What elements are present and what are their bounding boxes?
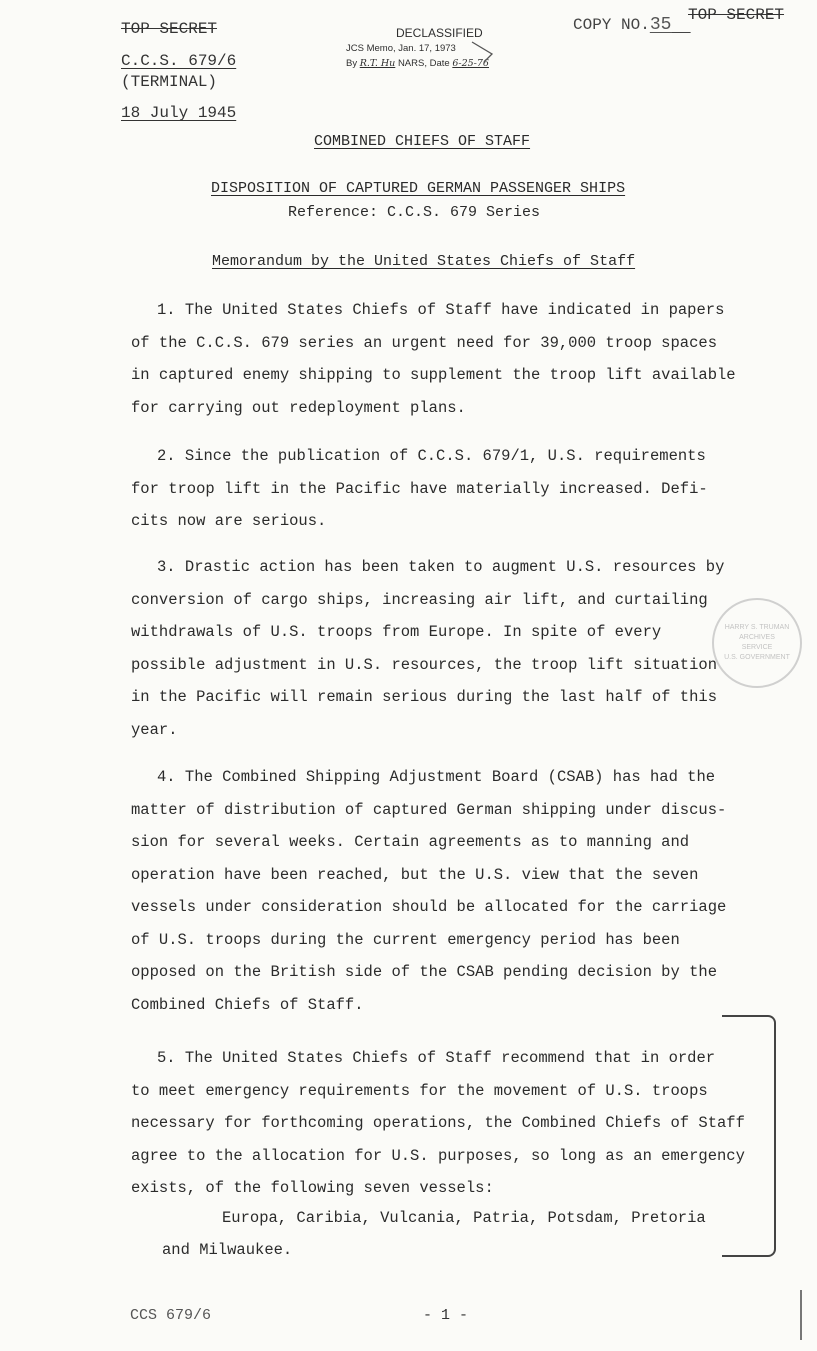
paragraph-5 xyxy=(131,1042,771,1205)
memo-by-heading: Memorandum by the United States Chiefs of Staff xyxy=(212,253,636,270)
paragraph-line: to meet emergency requirements for the movement of U.S. troops xyxy=(131,1081,708,1100)
seal-line: ARCHIVES xyxy=(739,634,775,641)
seal-line: HARRY S. TRUMAN xyxy=(724,624,790,631)
declass-date: 6-25-76 xyxy=(452,58,489,69)
archives-seal xyxy=(712,598,802,688)
classification-top-right: TOP SECRET xyxy=(688,6,785,24)
paragraph-line: 4. The Combined Shipping Adjustment Board (CSAB) has had the xyxy=(157,768,716,786)
paragraph-line: 2. Since the publication of C.C.S. 679/1, U.S. requirements xyxy=(157,447,706,465)
paragraph-line: exists, of the following seven vessels: xyxy=(131,1179,494,1197)
doc-number: C.C.S. 679/6 xyxy=(121,52,237,70)
paragraph-line: Combined Chiefs of Staff. xyxy=(131,995,364,1014)
classification-top-left: TOP SECRET xyxy=(121,20,218,38)
seal-line: U.S. GOVERNMENT xyxy=(724,654,790,661)
seal-line: SERVICE xyxy=(741,644,773,651)
declass-title: DECLASSIFIED xyxy=(396,26,483,40)
subject-heading: DISPOSITION OF CAPTURED GERMAN PASSENGER SHIPS xyxy=(211,180,626,197)
paragraph-line: opposed on the British side of the CSAB pending decision by the xyxy=(131,963,717,981)
paragraph-line: in captured enemy shipping to supplement the troop lift available xyxy=(131,366,736,384)
copy-label: COPY NO. xyxy=(573,16,650,34)
paragraph-line: 5. The United States Chiefs of Staff recommend that in order xyxy=(157,1049,716,1067)
paragraph-line: conversion of cargo ships, increasing air lift, and curtailing xyxy=(131,590,708,609)
paragraph-line: for troop lift in the Pacific have materially increased. Defi- xyxy=(131,479,708,498)
declass-by-signature: R.T. Hu xyxy=(359,58,396,69)
paragraph-line: matter of distribution of captured German shipping under discus- xyxy=(131,800,727,819)
doc-date: 18 July 1945 xyxy=(121,104,237,122)
paragraph-line: vessels under consideration should be allocated for the carriage xyxy=(131,898,727,916)
paragraph-line: sion for several weeks. Certain agreements as to manning and xyxy=(131,833,690,851)
paragraph-line: in the Pacific will remain serious during the last half of this xyxy=(131,688,717,706)
paragraph-line: necessary for forthcoming operations, the Combined Chiefs of Staff xyxy=(131,1114,745,1132)
page-edge-mark xyxy=(800,1290,802,1340)
declass-nars-label: NARS, Date xyxy=(397,58,450,69)
paragraph-2 xyxy=(131,440,771,538)
paragraph-line: agree to the allocation for U.S. purposes, so long as an emergency xyxy=(131,1146,745,1165)
paragraph-line: year. xyxy=(131,720,178,739)
declass-by-label: By xyxy=(346,58,358,69)
agency-heading: COMBINED CHIEFS OF STAFF xyxy=(314,133,531,150)
terminal-label: (TERMINAL) xyxy=(121,73,218,91)
footer-doc-ref: CCS 679/6 xyxy=(130,1307,212,1324)
vessel-list-line-1: Europa, Caribia, Vulcania, Patria, Potsdam, Pretoria xyxy=(222,1209,706,1227)
paragraph-line: of U.S. troops during the current emergency period has been xyxy=(131,930,680,949)
paragraph-line: withdrawals of U.S. troops from Europe. In spite of every xyxy=(131,623,662,641)
paragraph-line: operation have been reached, but the U.S. view that the seven xyxy=(131,865,699,884)
declass-arrow-mark xyxy=(470,40,500,66)
paragraph-line: cits now are serious. xyxy=(131,512,327,530)
reference-line: Reference: C.C.S. 679 Series xyxy=(288,204,541,221)
paragraph-line: of the C.C.S. 679 series an urgent need for 39,000 troop spaces xyxy=(131,333,717,352)
paragraph-line: for carrying out redeployment plans. xyxy=(131,398,466,417)
paragraph-line: 1. The United States Chiefs of Staff have indicated in papers xyxy=(157,301,725,319)
paragraph-line: possible adjustment in U.S. resources, the troop lift situation xyxy=(131,655,717,674)
declass-authority: JCS Memo, Jan. 17, 1973 xyxy=(346,43,456,54)
paragraph-3 xyxy=(131,551,771,746)
vessel-list-line-2: and Milwaukee. xyxy=(162,1241,293,1259)
copy-number-line xyxy=(573,15,691,35)
paragraph-1 xyxy=(131,294,771,424)
paragraph-4 xyxy=(131,761,771,1021)
copy-number: 35 xyxy=(649,15,672,35)
paragraph-line: 3. Drastic action has been taken to augment U.S. resources by xyxy=(157,558,725,576)
page-number: - 1 - xyxy=(423,1307,469,1324)
declass-by-line xyxy=(346,58,489,69)
